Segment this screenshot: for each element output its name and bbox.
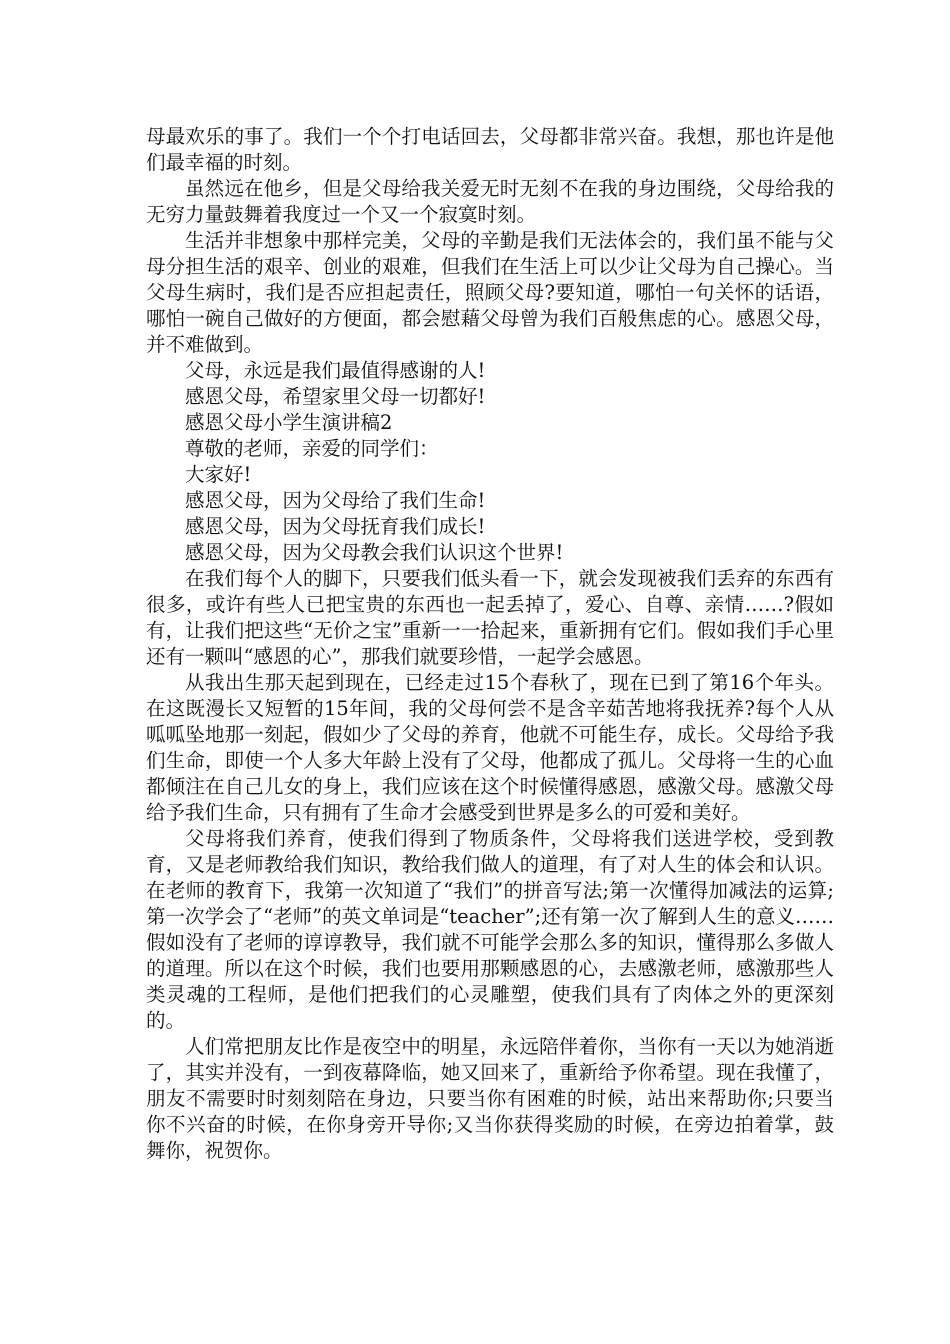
paragraph-teachers: 父母将我们养育，使我们得到了物质条件，父母将我们送进学校，受到教育，又是老师教给我们知识，教给我们做人的道理，有了对人生的体会和认识。在老师的教育下，我第一次知道了“我们”的拼音写法;第一次懂得加减法的运算;第一次学会了“老师”的英文单词是“teacher”;还有第一次了解到人生的意义……假如没有了老师的谆谆教导，我们就不可能学会那么多的知识，懂得那么多做人的道理。所以在这个时候，我们也要用那颗感恩的心，去感激老师，感激那些人类灵魂的工程师，是他们把我们的心灵雕塑，使我们具有了肉体之外的更深刻的。 xyxy=(146,827,834,1032)
line-taught-world: 感恩父母，因为父母教会我们认识这个世界! xyxy=(185,541,564,564)
paragraph-continuation: 母最欢乐的事了。我们一个个打电话回去，父母都非常兴奋。我想，那也许是他们最幸福的时刻。 xyxy=(146,125,834,174)
paragraph-friends: 人们常把朋友比作是夜空中的明星，永远陪伴着你，当你有一天以为她消逝了，其实并没有，一到夜幕降临，她又回来了，重新给予你希望。现在我懂了，朋友不需要时时刻刻陪在身边，只要当你有困难的时候，站出来帮助你;只要当你不兴奋的时候，在你身旁开导你;又当你获得奖励的时候，在旁边拍着掌，鼓舞你，祝贺你。 xyxy=(146,1035,834,1162)
line-raised-us: 感恩父母，因为父母抚育我们成长! xyxy=(185,515,486,538)
greeting: 大家好! xyxy=(185,463,252,486)
paragraph-under-feet: 在我们每个人的脚下，只要我们低头看一下，就会发现被我们丢弃的东西有很多，或许有些人已把宝贵的东西也一起丢掉了，爱心、自尊、亲情……?假如有，让我们把这些“无价之宝”重新一一拾起来，重新拥有它们。假如我们手心里还有一颗叫“感恩的心”，那我们就要珍惜，一起学会感恩。 xyxy=(146,567,834,668)
speech-title: 感恩父母小学生演讲稿2 xyxy=(185,411,393,434)
line-wish-family: 感恩父母，希望家里父母一切都好! xyxy=(185,385,486,408)
paragraph-since-birth: 从我出生那天起到现在，已经走过15个春秋了，现在已到了第16个年头。在这既漫长又短暂的15年间，我的父母何尝不是含辛茹苦地将我抚养?每个人从呱呱坠地那一刻起，假如少了父母的养育，他就不可能生存，成长。父母给予我们生命，即使一个人多大年龄上没有了父母，他都成了孤儿。父母将一生的心血都倾注在自己儿女的身上，我们应该在这个时候懂得感恩，感激父母。感激父母给予我们生命，只有拥有了生命才会感受到世界是多么的可爱和美好。 xyxy=(146,671,834,824)
paragraph-parents-love: 虽然远在他乡，但是父母给我关爱无时无刻不在我的身边围绕，父母给我的无穷力量鼓舞着我度过一个又一个寂寞时刻。 xyxy=(146,177,834,226)
paragraph-life-not-perfect: 生活并非想象中那样完美，父母的辛勤是我们无法体会的，我们虽不能与父母分担生活的艰辛、创业的艰难，但我们在生活上可以少让父母为自己操心。当父母生病时，我们是否应担起责任，照顾父母?要知道，哪怕一句关怀的话语，哪怕一碗自己做好的方便面，都会慰藉父母曾为我们百般焦虑的心。感恩父母，并不难做到。 xyxy=(146,229,834,356)
document-page xyxy=(146,124,834,1164)
line-gave-life: 感恩父母，因为父母给了我们生命! xyxy=(185,489,486,512)
salutation: 尊敬的老师，亲爱的同学们： xyxy=(185,437,439,460)
line-most-thankful: 父母，永远是我们最值得感谢的人! xyxy=(185,359,486,382)
